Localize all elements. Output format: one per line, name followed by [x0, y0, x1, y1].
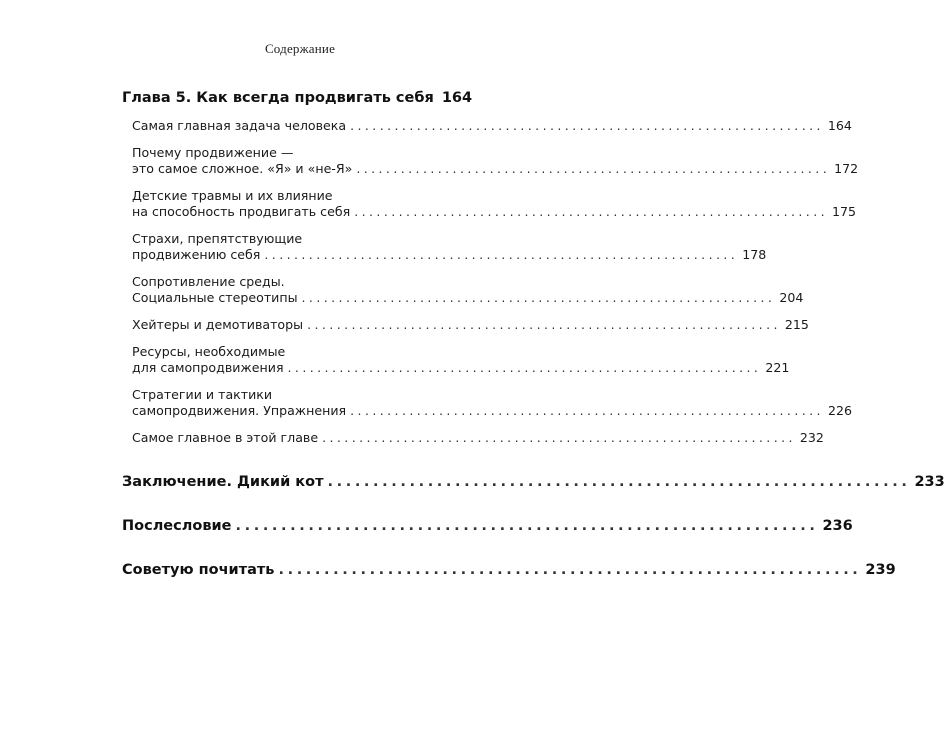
toc-section-3-title-line2: на способность продвигать себя [132, 204, 351, 219]
toc-section-4[interactable] [132, 231, 767, 263]
toc-section-6-title: Хейтеры и демотиваторы [132, 317, 304, 332]
toc-section-3-title-line1: Детские травмы и их влияние [132, 188, 333, 203]
toc-afterword[interactable] [122, 518, 853, 534]
toc-section-2-title-line1: Почему продвижение — [132, 145, 294, 160]
toc-conclusion-page: 233 [914, 474, 945, 490]
toc-section-6[interactable] [132, 317, 809, 333]
toc-section-8-title-line1: Стратегии и тактики [132, 387, 273, 402]
toc-section-3[interactable] [132, 188, 857, 220]
toc-chapter-5[interactable] [122, 90, 473, 106]
toc-section-2-page: 172 [834, 161, 859, 176]
toc-section-4-page: 178 [742, 247, 767, 262]
toc-section-9-page: 232 [799, 430, 824, 445]
toc-section-4-title-line1: Страхи, препятствующие [132, 231, 303, 246]
toc-section-9-title: Самое главное в этой главе [132, 430, 319, 445]
toc-section-8-title-line2: самопродвижения. Упражнения [132, 403, 347, 418]
toc-conclusion-title: Заключение. Дикий кот [122, 474, 324, 490]
toc-chapter-5-page: 164 [441, 90, 473, 106]
dot-leader: ................................................................ [287, 360, 762, 375]
toc-conclusion[interactable] [122, 474, 945, 490]
toc-section-2-title-line2: это самое сложное. «Я» и «не-Я» [132, 161, 353, 176]
dot-leader: ................................................................ [350, 403, 824, 418]
toc-section-7-title-line1: Ресурсы, необходимые [132, 344, 286, 359]
toc-section-6-page: 215 [784, 317, 809, 332]
toc-section-5-title-line2: Социальные стереотипы [132, 290, 298, 305]
toc-section-2[interactable] [132, 145, 859, 177]
toc-section-3-page: 175 [832, 204, 857, 219]
dot-leader: ................................................................ [327, 474, 911, 490]
toc-section-5-title-line1: Сопротивление среды. [132, 274, 285, 289]
toc-section-5[interactable] [132, 274, 804, 306]
toc-section-8[interactable] [132, 387, 852, 419]
dot-leader: ................................................................ [278, 562, 862, 578]
dot-leader: ................................................................ [307, 317, 781, 332]
running-header: Содержание [264, 41, 336, 56]
toc-section-8-page: 226 [827, 403, 852, 418]
toc-chapter-5-title: Глава 5. Как всегда продвигать себя [122, 90, 434, 106]
table-of-contents [122, 90, 945, 578]
toc-section-1-title: Самая главная задача человека [132, 118, 347, 133]
dot-leader: ................................................................ [264, 247, 739, 262]
dot-leader: ................................................................ [356, 161, 831, 176]
toc-recommended-reading-page: 239 [865, 562, 896, 578]
toc-section-7[interactable] [132, 344, 790, 376]
toc-section-9[interactable] [132, 430, 824, 446]
toc-section-5-page: 204 [779, 290, 804, 305]
toc-afterword-title: Послесловие [122, 518, 232, 534]
dot-leader: ................................................................ [235, 518, 819, 534]
dot-leader: ................................................................ [350, 118, 824, 133]
dot-leader: ................................................................ [322, 430, 796, 445]
toc-section-1[interactable] [132, 118, 852, 134]
dot-leader: ................................................................ [354, 204, 829, 219]
toc-section-7-page: 221 [765, 360, 790, 375]
toc-afterword-page: 236 [822, 518, 853, 534]
dot-leader: ................................................................ [301, 290, 776, 305]
toc-section-1-page: 164 [827, 118, 852, 133]
toc-section-4-title-line2: продвижению себя [132, 247, 261, 262]
toc-recommended-reading[interactable] [122, 562, 896, 578]
toc-section-7-title-line2: для самопродвижения [132, 360, 284, 375]
toc-recommended-reading-title: Советую почитать [122, 562, 275, 578]
